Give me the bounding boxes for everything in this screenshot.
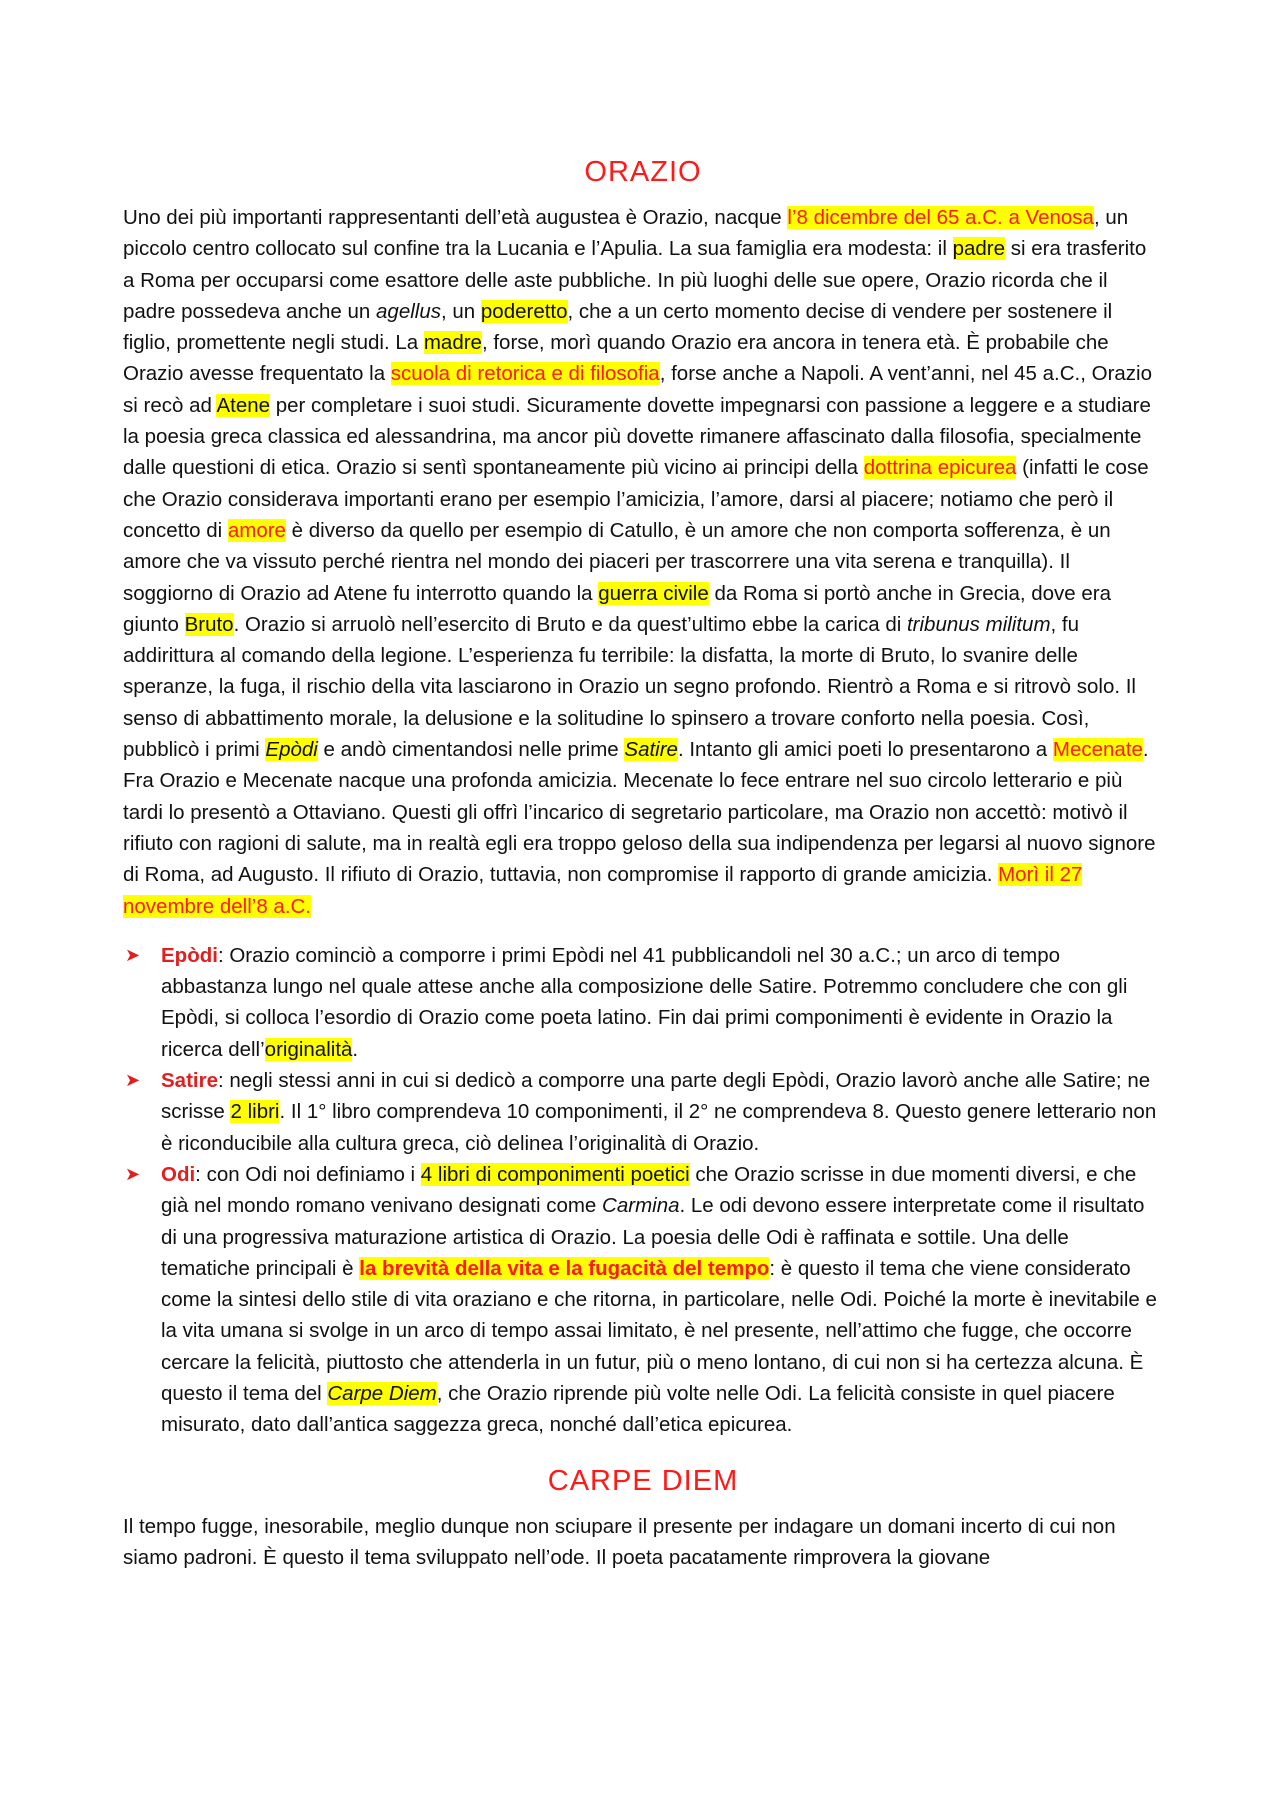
page-title: ORAZIO [584, 156, 702, 188]
text-segment: è diverso da quello per esempio di Catullo, è un amore che non comporta sofferenza, è un amore che va vissuto perché rientra nel mondo dei piaceri per trascorrere una vita serena e tranquilla). Il soggiorno di Orazio ad Atene fu interrotto quando la [123, 518, 1111, 605]
italic-tribunus-militum: tribunus militum [906, 612, 1051, 636]
works-list [123, 940, 1163, 1441]
text-segment: : è questo il tema che viene considerato come la sintesi dello stile di vita oraziano e che ritorna, in particolare, nelle Odi. Poiché la morte è inevitabile e la vita umana si svolge in un arco di tempo assai limitato, è nel presente, nell’attimo che fugge, che occorre cercare la felicità, piuttosto che attenderla in un futur, più o meno lontano, di cui non si ha certezza alcuna. È questo il tema del [161, 1256, 1157, 1405]
text-segment: , fu addirittura al comando della legione. L’esperienza fu terribile: la disfatta, la morte di Bruto, lo svanire delle speranze, la fuga, il rischio della vita lasciarono in Orazio un segno profondo. Rientrò a Roma e si ritrovò solo. Il senso di abbattimento morale, la delusione e la solitudine lo spinsero a trovare conforto nella poesia. Così, pubblicò i primi [123, 612, 1136, 762]
highlight-satire: Satire [624, 738, 678, 762]
highlight-4-libri: 4 libri di componimenti poetici [420, 1162, 690, 1186]
highlight-2-libri: 2 libri [230, 1100, 280, 1124]
text-segment: (infatti le cose che Orazio considerava importanti erano per esempio l’amicizia, l’amore, darsi al piacere; notiamo che però il concetto di [123, 456, 1149, 542]
work-term: Odi [161, 1162, 196, 1186]
highlight-poderetto: poderetto [480, 299, 568, 323]
text-segment: . Orazio si arruolò nell’esercito di Bruto e da quest’ultimo ebbe la carica di [233, 612, 907, 636]
work-term: Epòdi [161, 943, 218, 967]
text-segment: , un piccolo centro collocato sul confine tra la Lucania e l’Apulia. La sua famiglia era modesta: il [123, 206, 1129, 261]
highlight-scuola: scuola di retorica e di filosofia [390, 362, 660, 386]
text-segment: da Roma si portò anche in Grecia, dove era giunto [123, 581, 1112, 636]
highlight-atene: Atene [216, 393, 271, 417]
highlight-madre: madre [423, 331, 482, 355]
highlight-padre: padre [952, 237, 1006, 261]
text-segment: . Fra Orazio e Mecenate nacque una profonda amicizia. Mecenate lo fece entrare nel suo circolo letterario e più tardi lo presentò a Ottaviano. Questi gli offrì l’incarico di segretario particolare, ma Orazio non accettò: motivò il rifiuto con ragioni di salute, ma in realtà egli era troppo geloso della sua indipendenza per legarsi al nuovo signore di Roma, ad Augusto. Il rifiuto di Orazio, tuttavia, non compromise il rapporto di grande amicizia. [123, 738, 1156, 887]
highlight-birth-date: l’8 dicembre del 65 a.C. a Venosa [787, 206, 1094, 229]
works-item-odi [123, 1159, 1163, 1441]
highlight-guerra-civile: guerra civile [598, 581, 709, 605]
highlight-death-date: Morì il 27 novembre dell’8 a.C. [123, 863, 1083, 918]
text-segment: . Le odi devono essere interpretate come il risultato di una progressiva maturazione artistica di Orazio. La poesia delle Odi è raffinata e sottile. Una delle tematiche principali è [161, 1194, 1145, 1280]
highlight-carpe-diem: Carpe Diem [327, 1381, 437, 1405]
text-segment: , che Orazio riprende più volte nelle Odi. La felicità consiste in quel piacere misurato, dato dall’antica saggezza greca, nonché dall’etica epicurea. [161, 1381, 1115, 1437]
carpe-diem-paragraph: Il tempo fugge, inesorabile, meglio dunque non sciupare il presente per indagare un domani incerto di cui non siamo padroni. È questo il tema sviluppato nell’ode. Il poeta pacatamente rimprovera la giovane [123, 1514, 1116, 1569]
highlight-epodi: Epòdi [265, 738, 318, 762]
text-segment: , che a un certo momento decise di vendere per sostenere il figlio, promettente negli studi. La [123, 299, 1113, 355]
text-segment: . Intanto gli amici poeti lo presentarono a [677, 738, 1053, 762]
highlight-originalita: originalità [264, 1037, 353, 1061]
highlight-brevita-vita: la brevità della vita e la fugacità del tempo [359, 1256, 770, 1280]
text-segment: , forse anche a Napoli. A vent’anni, nel 45 a.C., Orazio si recò ad [123, 362, 1153, 417]
text-segment: che Orazio scrisse in due momenti diversi, e che già nel mondo romano venivano designati come [161, 1162, 1137, 1218]
italic-agellus: agellus [376, 299, 441, 323]
text-segment: , forse, morì quando Orazio era ancora in tenera età. È probabile che Orazio avesse frequentato la [123, 331, 1109, 386]
biography-paragraph [123, 202, 1163, 922]
text-segment: : con Odi noi definiamo i [195, 1162, 421, 1186]
italic-carmina: Carmina [602, 1194, 680, 1218]
text-segment: per completare i suoi studi. Sicuramente dovette impegnarsi con passione a leggere e a studiare la poesia greca classica ed alessandrina, ma ancor più dovette rimanere affascinato dalla filosofia, specialmente dalle questioni di etica. Orazio si sentì spontaneamente più vicino ai principi della [123, 393, 1151, 480]
document-content [123, 150, 1163, 1573]
works-item-epodi [123, 940, 1163, 1065]
arrow-bullet-icon: ➤ [125, 944, 141, 965]
text-segment: . [352, 1037, 359, 1061]
highlight-amore: amore [227, 518, 286, 542]
text-segment: e andò cimentandosi nelle prime [317, 738, 625, 762]
text-segment: : negli stessi anni in cui si dedicò a comporre una parte degli Epòdi, Orazio lavorò anche alle Satire; ne scrisse [161, 1069, 1151, 1124]
arrow-bullet-icon: ➤ [125, 1163, 141, 1184]
text-segment: si era trasferito a Roma per occuparsi come esattore delle aste pubbliche. In più luoghi delle sue opere, Orazio ricorda che il padre possedeva anche un [123, 237, 1147, 323]
text-segment: Uno dei più importanti rappresentanti dell’età augustea è Orazio, nacque [123, 206, 788, 229]
work-term: Satire [161, 1069, 218, 1093]
arrow-bullet-icon: ➤ [125, 1070, 141, 1091]
highlight-mecenate: Mecenate [1052, 738, 1143, 762]
text-segment: : Orazio cominciò a comporre i primi Epòdi nel 41 pubblicandoli nel 30 a.C.; un arco di tempo abbastanza lungo nel quale attese anche alla composizione delle Satire. Potremmo concludere che con gli Epòdi, si colloca l’esordio di Orazio come poeta latino. Fin dai primi componimenti è evidente in Orazio la ricerca dell’ [161, 943, 1128, 1061]
highlight-dottrina-epicurea: dottrina epicurea [863, 456, 1017, 480]
text-segment: , un [441, 299, 481, 323]
works-item-satire [123, 1065, 1163, 1159]
text-segment: . Il 1° libro comprendeva 10 componimenti, il 2° ne comprendeva 8. Questo genere letterario non è riconducibile alla cultura greca, ciò delinea l’originalità di Orazio. [161, 1100, 1157, 1155]
section-title-carpe-diem: CARPE DIEM [547, 1464, 739, 1497]
highlight-bruto: Bruto [184, 612, 234, 636]
